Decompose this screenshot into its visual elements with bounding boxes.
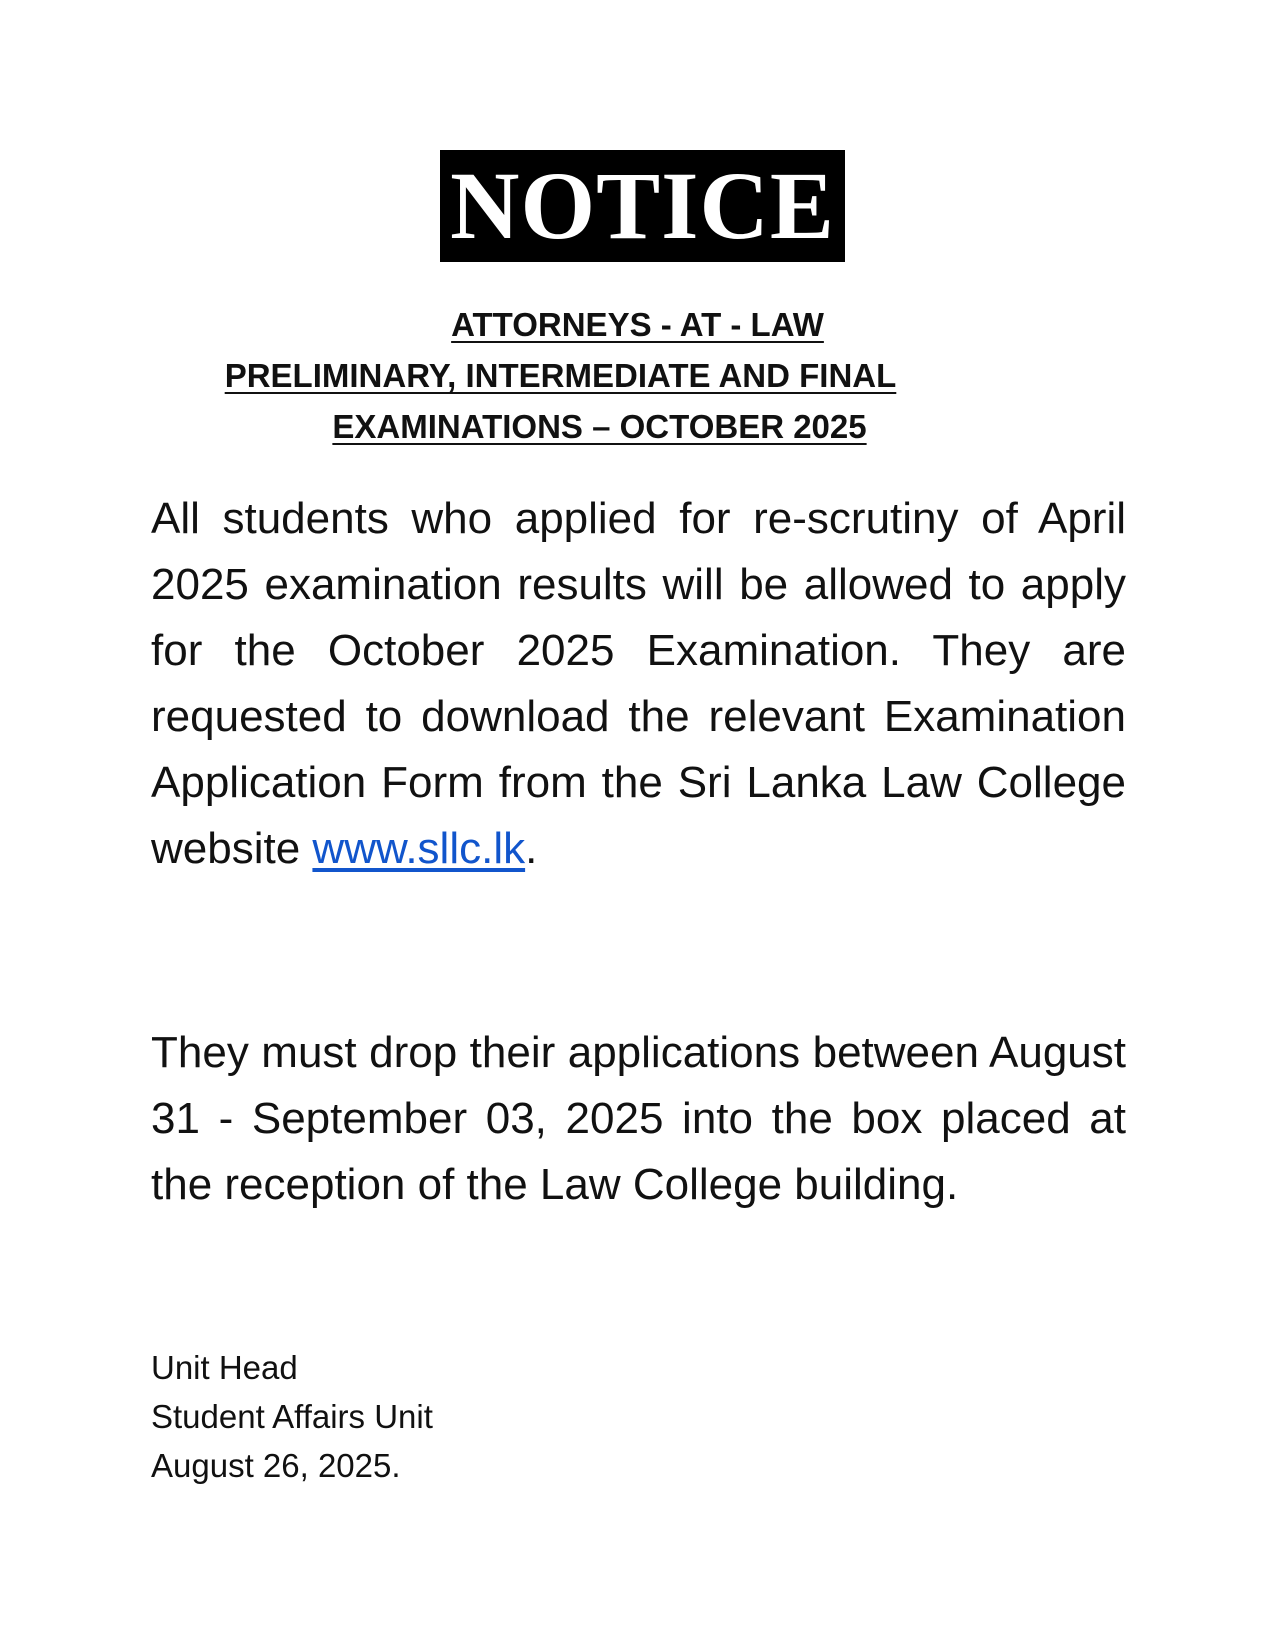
website-link[interactable]: www.sllc.lk	[312, 824, 526, 873]
signature-unit: Student Affairs Unit	[151, 1398, 433, 1435]
body-paragraph-1-text: All students who applied for re-scrutiny of April 2025 examination results will be allowed to apply for the October 2025 Examination. They are requested to download the relevant Examination Application Form from the Sri Lanka Law College website	[151, 494, 1126, 873]
heading-line-2-text: PRELIMINARY, INTERMEDIATE AND FINAL	[224, 357, 897, 394]
body-paragraph-1-end: .	[525, 824, 538, 873]
notice-banner: NOTICE	[440, 150, 845, 262]
signature-title: Unit Head	[151, 1349, 298, 1386]
heading-line-2	[0, 350, 1198, 401]
notice-banner-wrap	[0, 150, 1275, 262]
body-paragraph-1	[151, 486, 1126, 882]
body-paragraph-2: They must drop their applications between August 31 - September 03, 2025 into the box placed at the reception of the Law College building.	[151, 1028, 1126, 1209]
signature-date: August 26, 2025.	[151, 1447, 401, 1484]
heading-line-3-text: EXAMINATIONS – OCTOBER 2025	[332, 408, 867, 445]
heading-line-3	[0, 401, 1237, 452]
heading-line-1	[0, 299, 1275, 350]
signature-block	[151, 1343, 433, 1490]
heading-line-1-text: ATTORNEYS - AT - LAW	[451, 306, 824, 343]
